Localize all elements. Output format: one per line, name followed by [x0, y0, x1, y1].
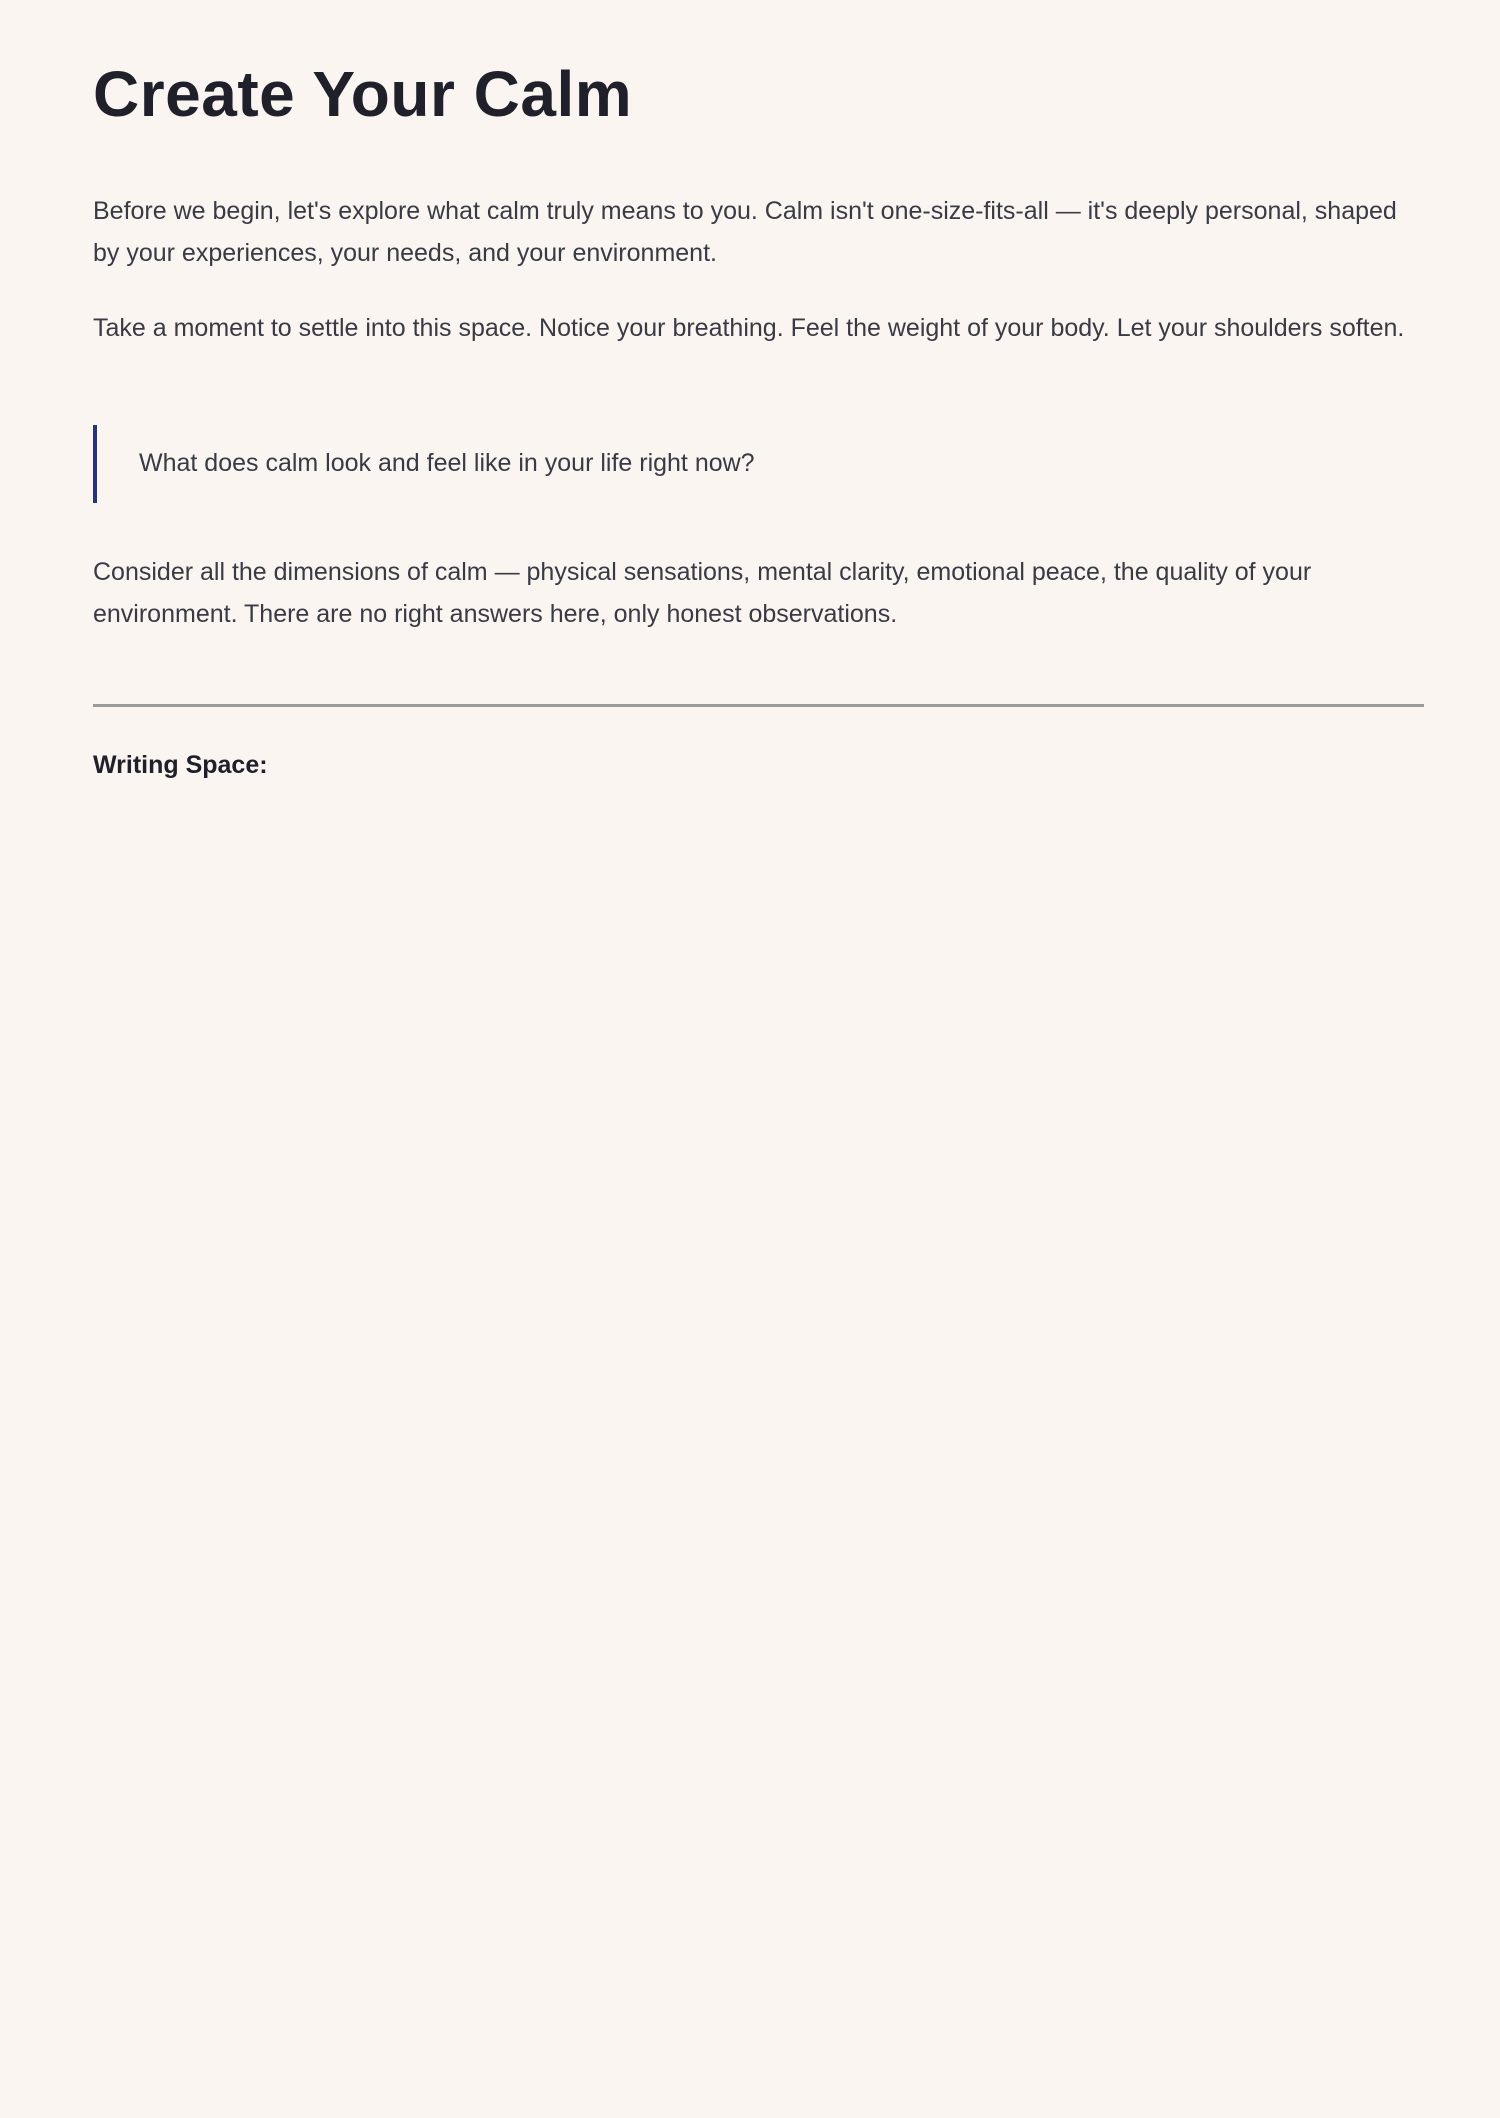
closing-paragraph: Consider all the dimensions of calm — physical sensations, mental clarity, emotional peace, the quality of your environment. There are no right answers here, only honest observations.	[93, 557, 1312, 629]
intro-paragraph-2: Take a moment to settle into this space. Notice your breathing. Feel the weight of your body. Let your shoulders soften.	[93, 313, 1405, 342]
intro-paragraph-1: Before we begin, let's explore what calm truly means to you. Calm isn't one-size-fits-all — it's deeply personal, shaped by your experiences, your needs, and your environment.	[93, 196, 1397, 268]
page-title: Create Your Calm	[93, 58, 633, 130]
reflection-prompt-quote	[93, 425, 1424, 503]
writing-space-area[interactable]	[93, 780, 1424, 2118]
writing-space-label: Writing Space:	[93, 750, 268, 779]
reflection-prompt-text: What does calm look and feel like in your life right now?	[139, 449, 755, 478]
section-divider	[93, 704, 1424, 707]
